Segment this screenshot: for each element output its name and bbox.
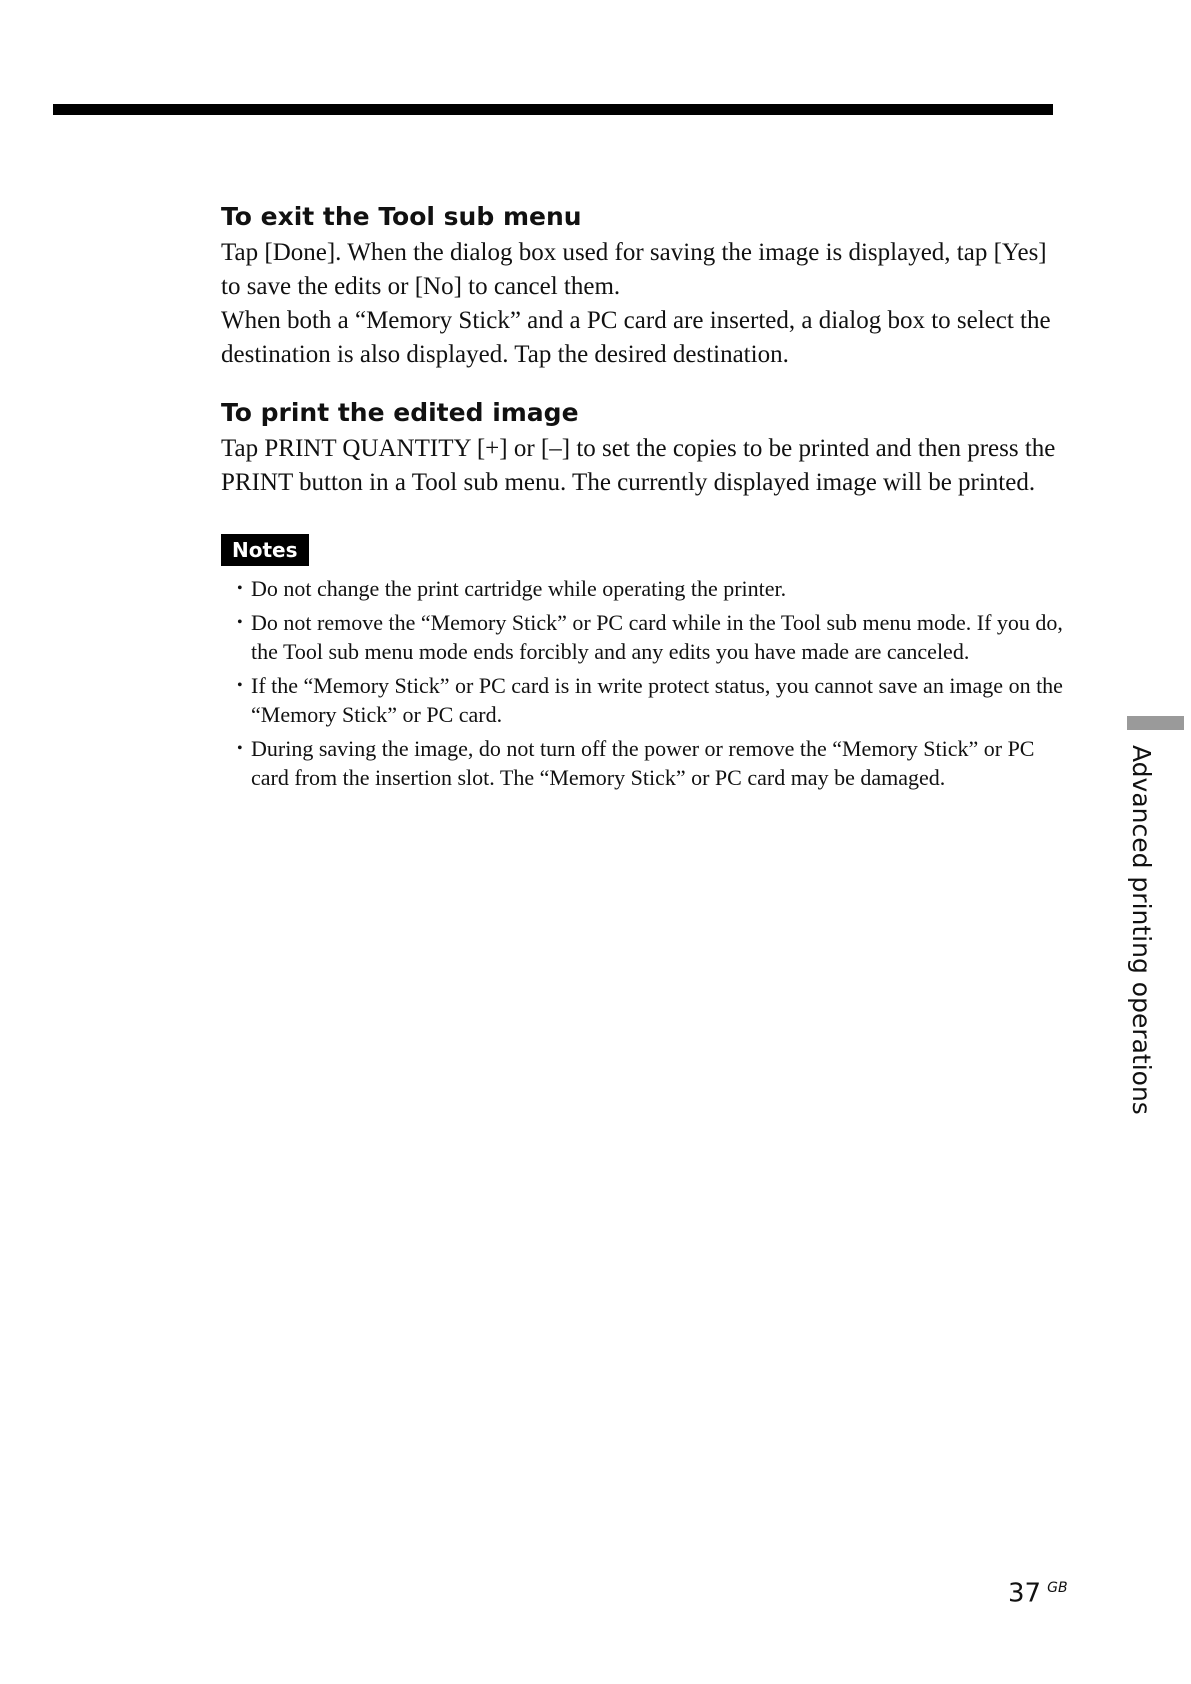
exit-tool-paragraph-2: When both a “Memory Stick” and a PC card are inserted, a dialog box to select the destination is also displayed. Tap the desired destination. (221, 307, 1051, 368)
chapter-tab-marker (1127, 716, 1184, 730)
note-item-3 (221, 671, 1071, 729)
exit-tool-heading: To exit the Tool sub menu (221, 202, 582, 231)
bullet-icon: • (237, 614, 243, 631)
page-number (1008, 1572, 1068, 1610)
main-content (221, 200, 1071, 797)
note-item-1 (221, 574, 1071, 603)
note-text-4: During saving the image, do not turn off the power or remove the “Memory Stick” or PC card from the insertion slot. The “Memory Stick” or PC card may be damaged. (251, 736, 1035, 790)
note-item-2 (221, 608, 1071, 666)
print-edited-section (221, 396, 1071, 500)
print-edited-heading: To print the edited image (221, 398, 579, 427)
bullet-icon: • (237, 580, 243, 597)
note-item-4 (221, 734, 1071, 792)
note-text-3: If the “Memory Stick” or PC card is in write protect status, you cannot save an image on the “Memory Stick” or PC card. (251, 673, 1063, 727)
notes-badge: Notes (221, 534, 309, 566)
chapter-side-title: Advanced printing operations (1127, 745, 1156, 1115)
bullet-icon: • (237, 740, 243, 757)
top-rule (53, 104, 1053, 115)
bullet-icon: • (237, 677, 243, 694)
exit-tool-paragraph-1: Tap [Done]. When the dialog box used for saving the image is displayed, tap [Yes] to save the edits or [No] to cancel them. (221, 239, 1047, 300)
note-text-2: Do not remove the “Memory Stick” or PC card while in the Tool sub menu mode. If you do, the Tool sub menu mode ends forcibly and any edits you have made are canceled. (251, 610, 1063, 664)
exit-tool-section (221, 200, 1071, 372)
page-number-value: 37 (1008, 1578, 1042, 1609)
notes-list (221, 574, 1071, 792)
print-edited-paragraph: Tap PRINT QUANTITY [+] or [–] to set the copies to be printed and then press the PRINT button in a Tool sub menu. The currently displayed image will be printed. (221, 435, 1056, 496)
page-language-suffix: GB (1047, 1580, 1068, 1596)
note-text-1: Do not change the print cartridge while operating the printer. (251, 576, 787, 601)
